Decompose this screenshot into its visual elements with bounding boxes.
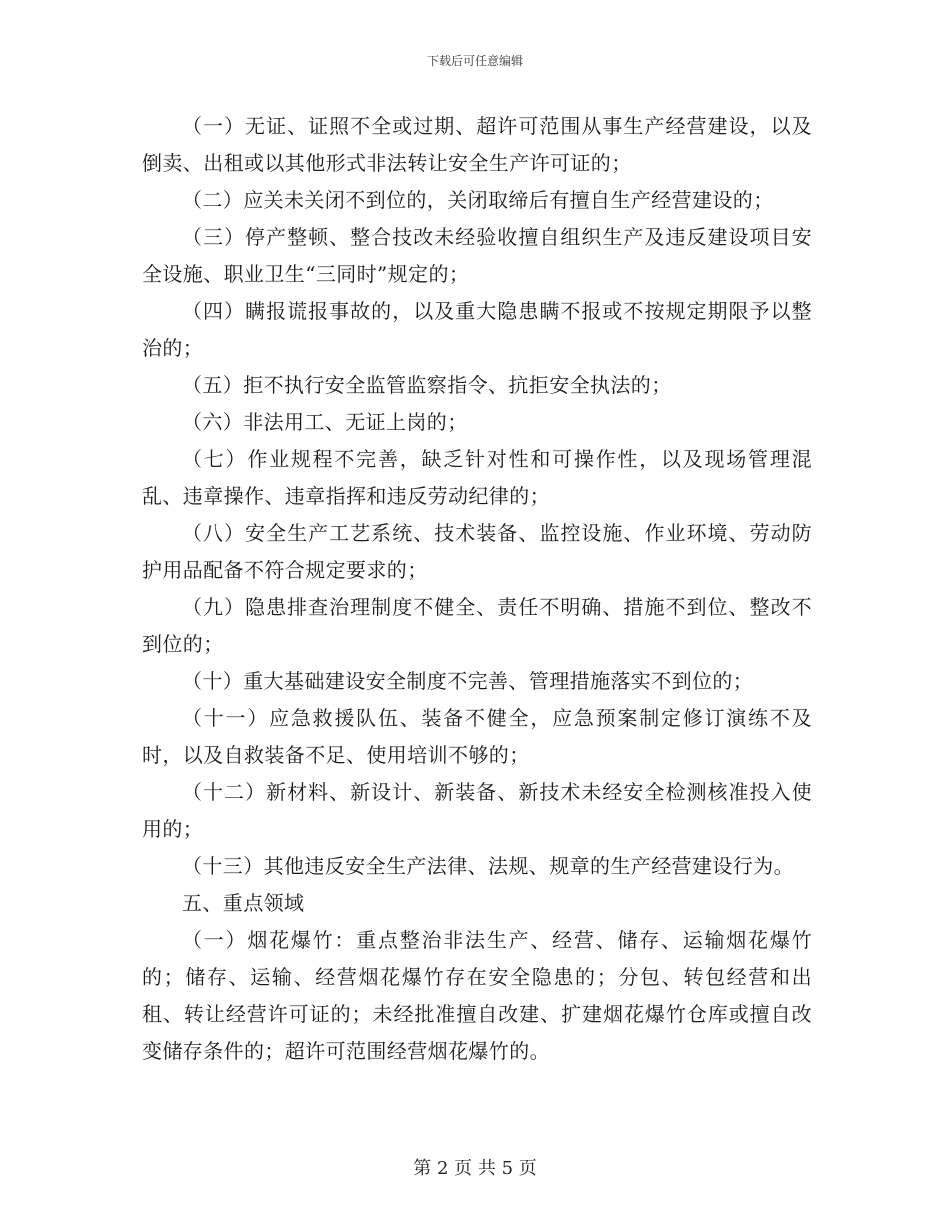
paragraph-item-11: （十一）应急救援队伍、装备不健全，应急预案制定修订演练不及时，以及自救装备不足、使用培训不够的； (142, 706, 812, 767)
paragraph-item-8: （八）安全生产工艺系统、技术装备、监控设施、作业环境、劳动防护用品配备不符合规定要求的； (142, 521, 812, 582)
section-heading: 五、重点领域 (182, 891, 305, 915)
paragraph-item-2: （二）应关未关闭不到位的，关闭取缔后有擅自生产经营建设的； (182, 188, 774, 212)
document-body (142, 108, 812, 1070)
page-number: 第 2 页 共 5 页 (413, 1158, 537, 1179)
paragraph-item-4: （四）瞒报谎报事故的，以及重大隐患瞒不报或不按规定期限予以整治的； (142, 299, 812, 360)
paragraph-item-6: （六）非法用工、无证上岗的； (182, 410, 468, 434)
paragraph-item-3: （三）停产整顿、整合技改未经验收擅自组织生产及违反建设项目安全设施、职业卫生“三同时”规定的； (142, 225, 812, 286)
paragraph-item-5: （五）拒不执行安全监管监察指令、抗拒安全执法的； (182, 373, 672, 397)
page-header: 下载后可任意编辑 (426, 54, 523, 68)
paragraph-item-10: （十）重大基础建设安全制度不完善、管理措施落实不到位的； (182, 669, 754, 693)
paragraph-item-1: （一）无证、证照不全或过期、超许可范围从事生产经营建设，以及倒卖、出租或以其他形式非法转让安全生产许可证的； (142, 114, 812, 175)
paragraph-item-13: （十三）其他违反安全生产法律、法规、规章的生产经营建设行为。 (182, 854, 794, 878)
paragraph-item-12: （十二）新材料、新设计、新装备、新技术未经安全检测核准投入使用的； (142, 780, 812, 841)
paragraph-item-9: （九）隐患排查治理制度不健全、责任不明确、措施不到位、整改不到位的； (142, 595, 812, 656)
paragraph-item-7: （七）作业规程不完善，缺乏针对性和可操作性，以及现场管理混乱、违章操作、违章指挥和违反劳动纪律的； (142, 447, 812, 508)
paragraph-fireworks: （一）烟花爆竹：重点整治非法生产、经营、储存、运输烟花爆竹的；储存、运输、经营烟花爆竹存在安全隐患的；分包、转包经营和出租、转让经营许可证的；未经批准擅自改建、扩建烟花爆竹仓库或擅自改变储存条件的；超许可范围经营烟花爆竹的。 (142, 928, 812, 1063)
